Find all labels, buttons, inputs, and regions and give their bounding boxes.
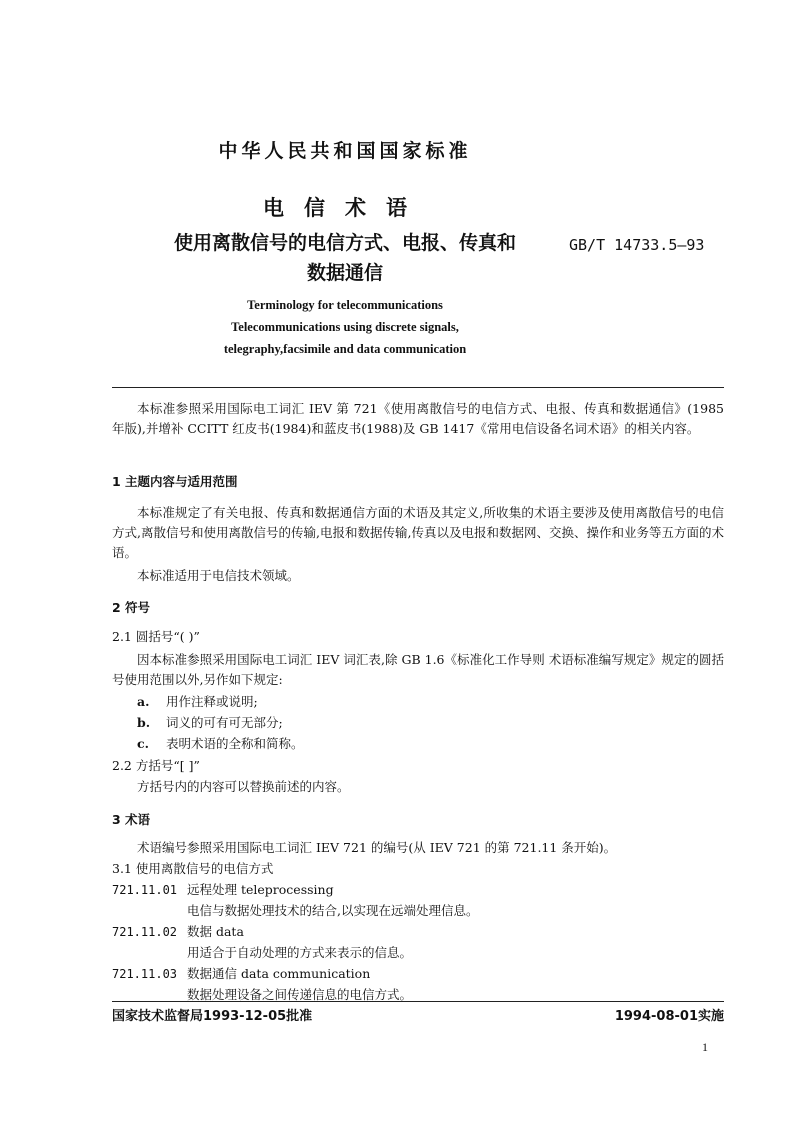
term-definition: 电信与数据处理技术的结合,以实现在远端处理信息。 xyxy=(187,903,479,918)
list-label-c: c. xyxy=(137,736,149,751)
term-number: 721.11.02 xyxy=(112,925,178,939)
term-name: 数据通信 data communication xyxy=(187,966,371,981)
list-label-b: b. xyxy=(137,715,151,730)
footer-divider xyxy=(112,1001,724,1002)
standard-number: GB/T 14733.5—93 xyxy=(569,236,705,254)
section2-2-heading: 2.2 方括号“[ ]” xyxy=(112,758,200,773)
top-divider xyxy=(112,387,724,388)
english-title-line2: Telecommunications using discrete signals, xyxy=(231,320,459,334)
section1-paragraph1: 本标准规定了有关电报、传真和数据通信方面的术语及其定义,所收集的术语主要涉及使用离散信号的电信方式,离散信号和使用离散信号的传输,电报和数据传输,传真以及电报和数据网、交换、操作和业务等五方面的术语。 xyxy=(112,505,724,560)
section2-1-text: 因本标准参照采用国际电工词汇 IEV 词汇表,除 GB 1.6《标准化工作导则 术语标准编写规定》规定的圆括号使用范围以外,另作如下规定: xyxy=(112,652,724,687)
section2-1-heading: 2.1 圆括号“( )” xyxy=(112,629,200,644)
term-name: 远程处理 teleprocessing xyxy=(187,882,334,897)
section3-intro: 术语编号参照采用国际电工词汇 IEV 721 的编号(从 IEV 721 的第 721.11 条开始)。 xyxy=(137,840,617,855)
term-definition: 用适合于自动处理的方式来表示的信息。 xyxy=(187,945,413,960)
approval-note: 国家技术监督局1993-12-05批准 xyxy=(112,1009,313,1024)
term-name: 数据 data xyxy=(187,924,244,939)
section3-heading: 3 术语 xyxy=(112,812,151,827)
document-subtitle-line1: 使用离散信号的电信方式、电报、传真和 xyxy=(173,232,516,254)
implementation-date: 1994-08-01实施 xyxy=(614,1009,724,1024)
english-title-line1: Terminology for telecommunications xyxy=(247,298,443,312)
list-text-c: 表明术语的全称和简称。 xyxy=(166,736,304,751)
list-label-a: a. xyxy=(137,694,150,709)
intro-paragraph: 本标准参照采用国际电工词汇 IEV 第 721《使用离散信号的电信方式、电报、传真和数据通信》(1985 年版),并增补 CCITT 红皮书(1984)和蓝皮书(1988)及 GB 1417《常用电信设备名词术语》的相关内容。 xyxy=(112,401,724,436)
list-text-b: 词义的可有可无部分; xyxy=(166,715,283,730)
section1-heading: 1 主题内容与适用范围 xyxy=(112,474,238,489)
term-number: 721.11.01 xyxy=(112,883,178,897)
section1-paragraph2: 本标准适用于电信技术领域。 xyxy=(137,568,300,583)
document-title: 电信术语 xyxy=(263,196,427,220)
section2-2-text: 方括号内的内容可以替换前述的内容。 xyxy=(137,779,350,794)
english-title-line3: telegraphy,facsimile and data communication xyxy=(223,342,467,356)
page-number: 1 xyxy=(702,1040,708,1054)
term-number: 721.11.03 xyxy=(112,967,178,981)
national-standard-heading: 中华人民共和国国家标准 xyxy=(218,140,472,162)
term-definition: 数据处理设备之间传递信息的电信方式。 xyxy=(187,987,413,1002)
list-text-a: 用作注释或说明; xyxy=(166,694,258,709)
section3-1-heading: 3.1 使用离散信号的电信方式 xyxy=(112,861,274,876)
section2-heading: 2 符号 xyxy=(112,600,151,615)
document-subtitle-line2: 数据通信 xyxy=(306,262,383,284)
